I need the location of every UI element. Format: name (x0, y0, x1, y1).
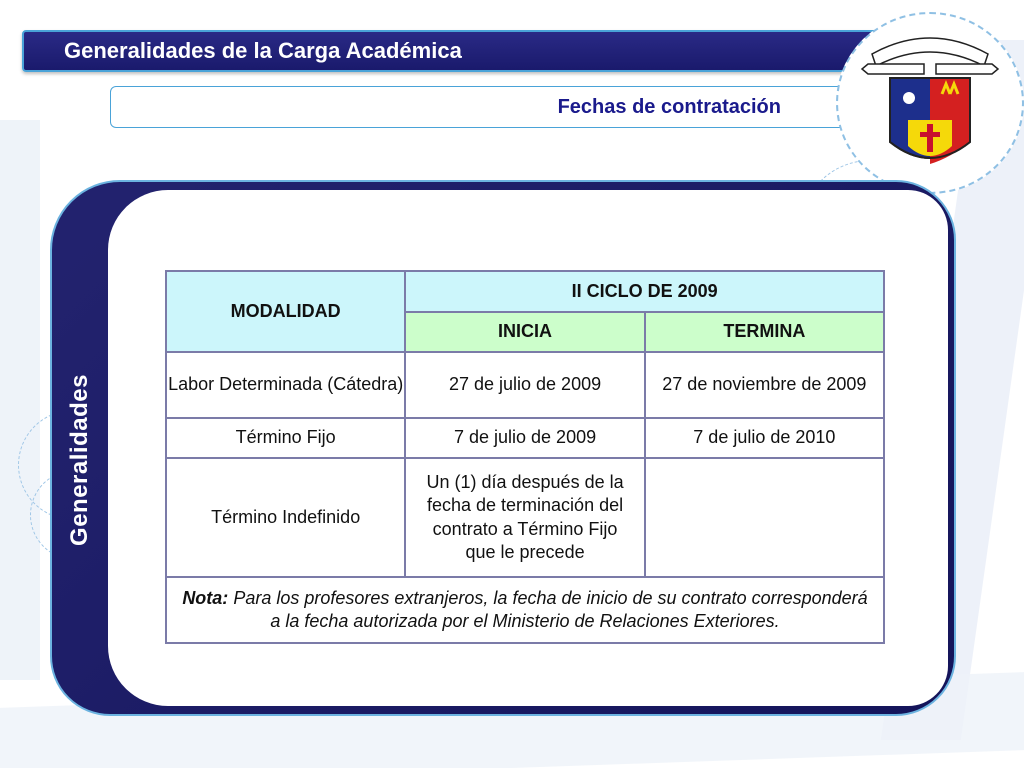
contract-dates-table (165, 270, 885, 644)
table-row (166, 418, 884, 458)
table-row (166, 458, 884, 577)
slide-subtitle-box (110, 86, 870, 128)
university-crest-icon (838, 14, 1022, 192)
slide-title: Generalidades de la Carga Académica (64, 38, 462, 63)
header-modalidad: MODALIDAD (166, 271, 405, 352)
table-note (166, 577, 884, 643)
university-logo (836, 12, 1024, 194)
cell-inicia: Un (1) día después de la fecha de terminación del contrato a Término Fijo que le precede (405, 458, 644, 577)
background-stripe (0, 120, 40, 680)
note-label: Nota: (182, 587, 229, 608)
cell-inicia: 7 de julio de 2009 (405, 418, 644, 458)
crest-cross-bar (920, 132, 940, 137)
crest-cross (927, 124, 933, 152)
slide-title-bar (22, 30, 882, 72)
cell-modalidad: Término Fijo (166, 418, 405, 458)
header-inicia: INICIA (405, 312, 644, 352)
cell-modalidad: Término Indefinido (166, 458, 405, 577)
crest-ribbon-top (872, 38, 988, 66)
note-text: Para los profesores extranjeros, la fecha de inicio de su contrato corresponderá a la fecha autorizada por el Ministerio de Relaciones Exteriores. (228, 587, 868, 631)
table-row (166, 352, 884, 418)
cell-termina: 7 de julio de 2010 (645, 418, 884, 458)
cell-inicia: 27 de julio de 2009 (405, 352, 644, 418)
crest-ribbon-left (862, 64, 924, 74)
cell-termina: 27 de noviembre de 2009 (645, 352, 884, 418)
cell-modalidad: Labor Determinada (Cátedra) (166, 352, 405, 418)
crest-star (903, 92, 915, 104)
header-termina: TERMINA (645, 312, 884, 352)
table-note-row (166, 577, 884, 643)
side-label (55, 360, 105, 560)
table-header-row (166, 271, 884, 312)
slide-subtitle: Fechas de contratación (557, 95, 781, 118)
header-ciclo: II CICLO DE 2009 (405, 271, 884, 312)
side-label-text: Generalidades (66, 374, 94, 546)
cell-termina (645, 458, 884, 577)
crest-ribbon-right (936, 64, 998, 74)
